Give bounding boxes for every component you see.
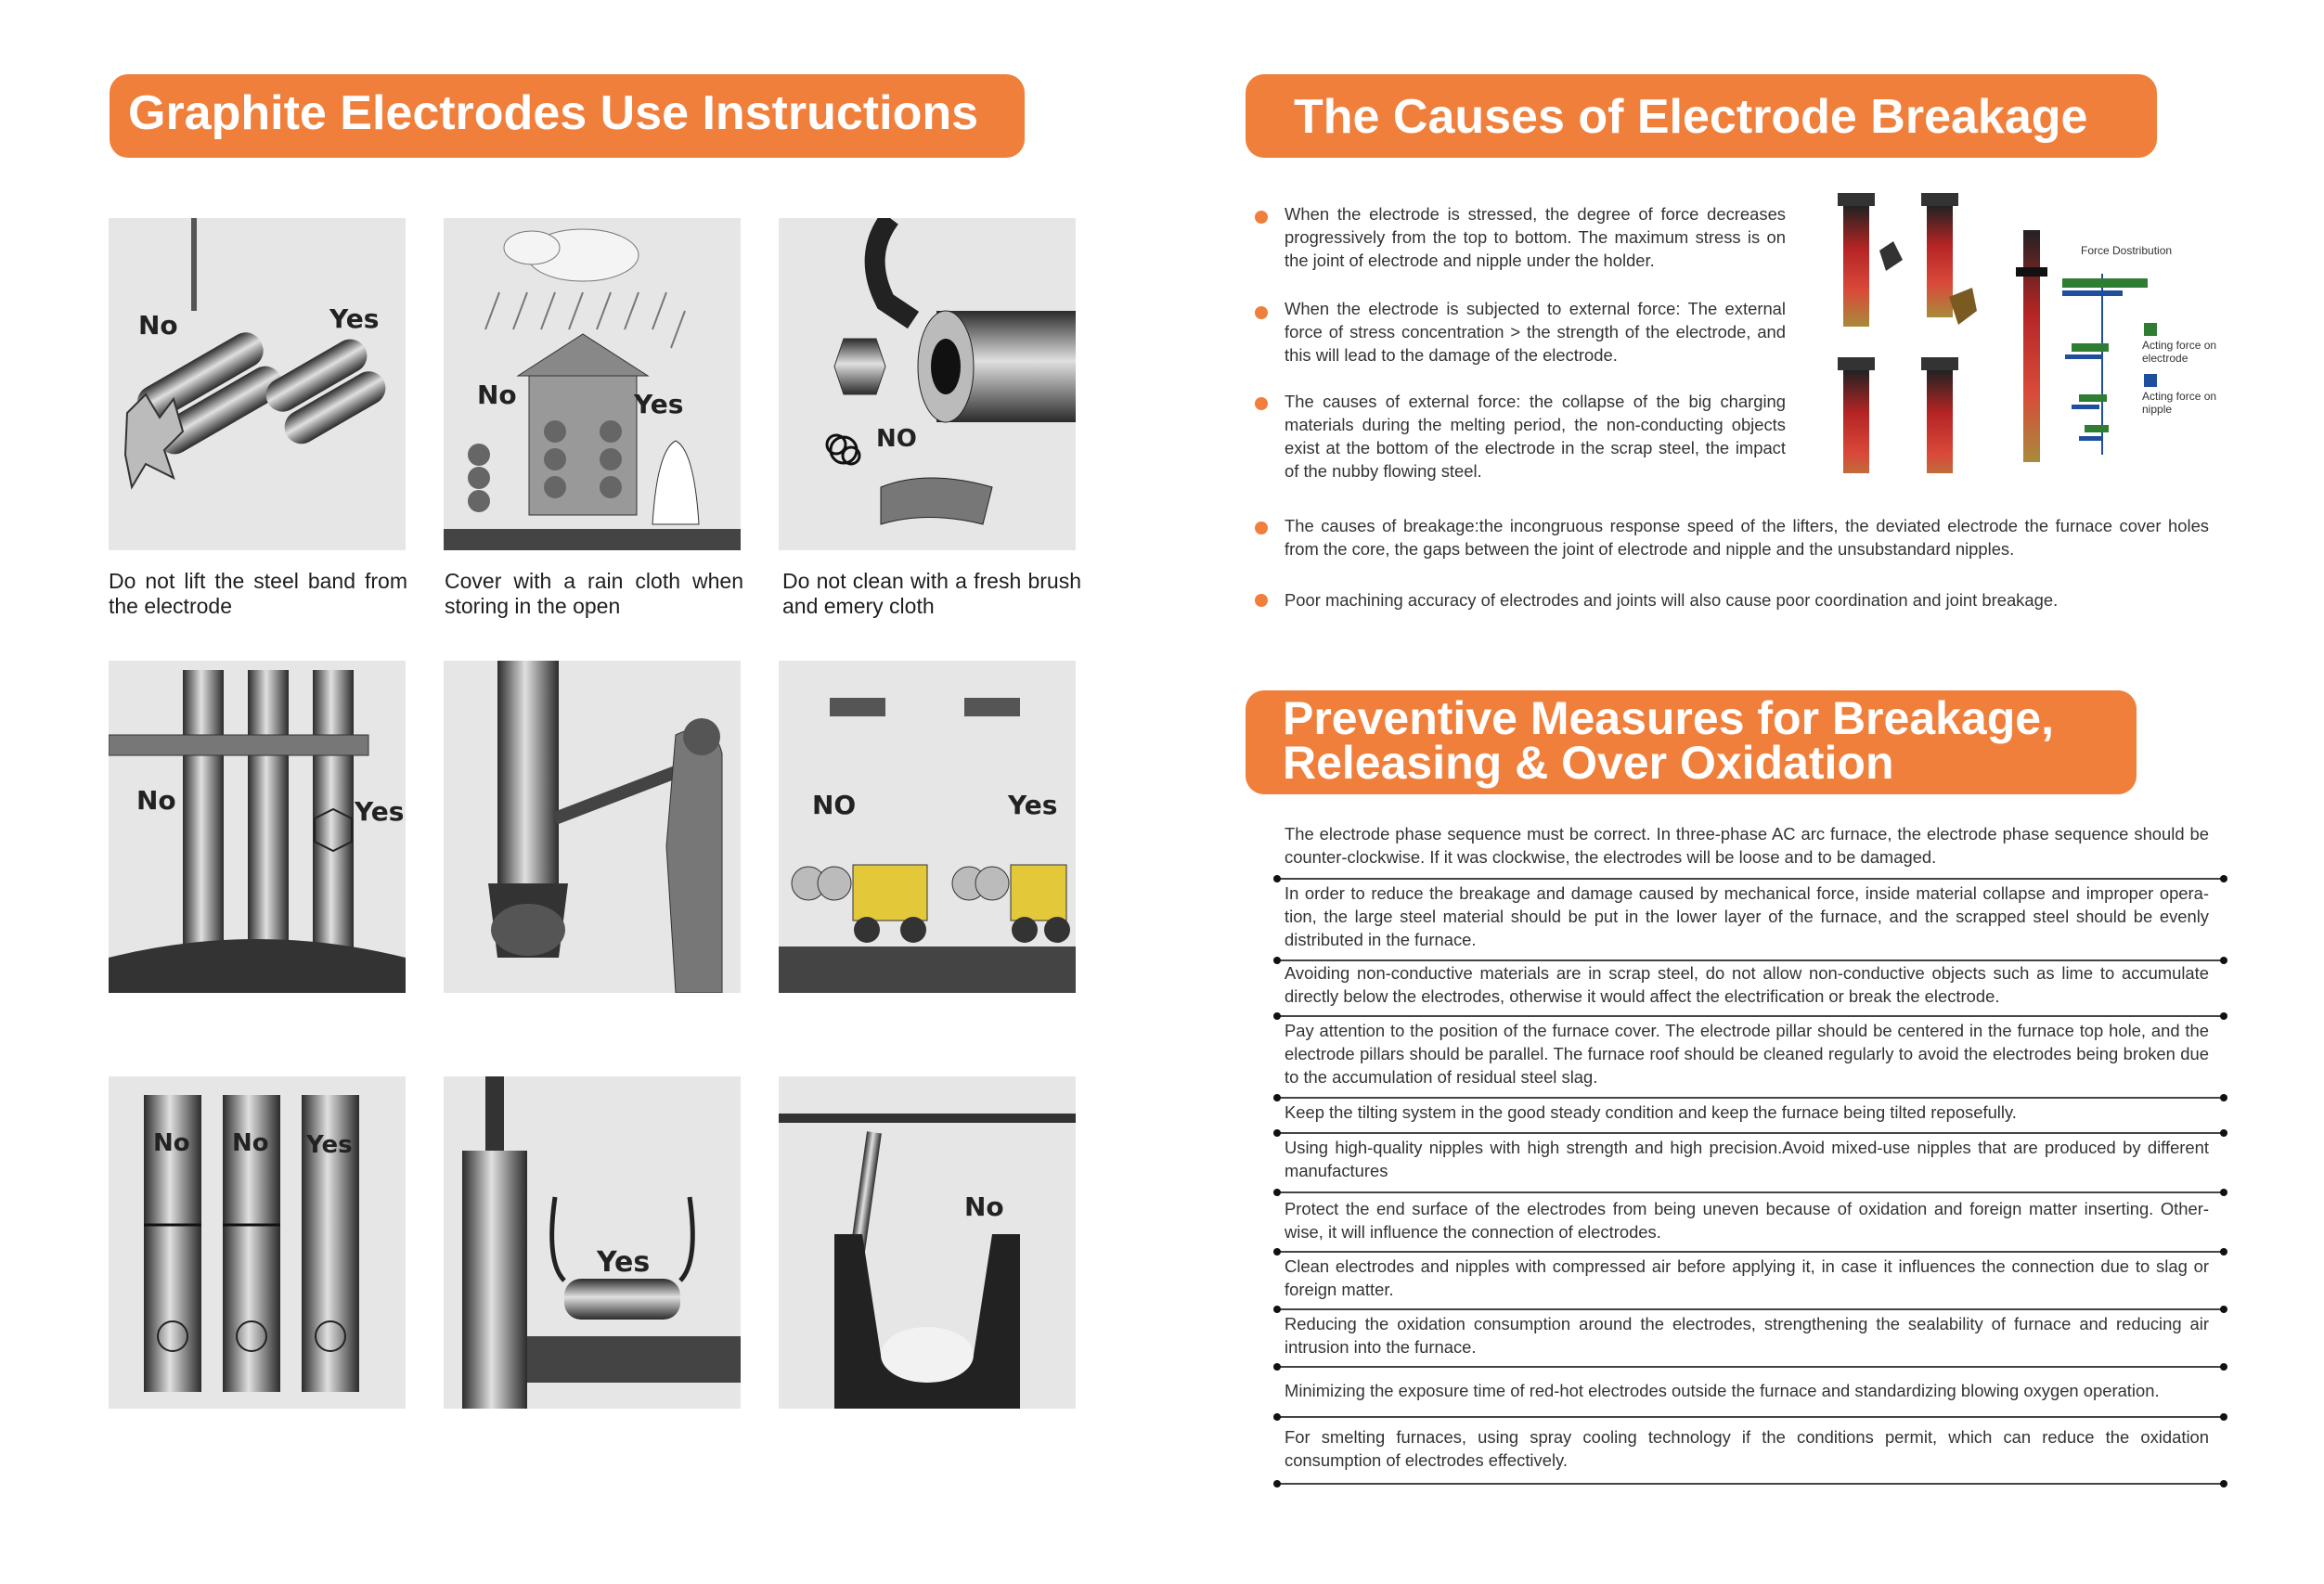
prevent-item: Reducing the oxidation consumption around the electrodes, strengthening the sealability of furnace and reducing air intrusion into the furnace. (1285, 1314, 2209, 1357)
tile-furnace-drop (779, 1076, 1076, 1409)
use-instructions-title: Graphite Electrodes Use Instructions (110, 74, 1025, 158)
prevent-item: Using high-quality nipples with high strength and high precision.Avoid mixed-use nipples that are produced by different manufactures (1285, 1138, 2209, 1180)
prevent-item: For smelting furnaces, using spray cooling technology if the conditions permit, which can reduce the oxidation consumption of electrodes effectively. (1285, 1427, 2209, 1470)
legend-nipple-label: Acting force on nipple (2142, 390, 2217, 416)
prevent-item: Keep the tilting system in the good steady condition and keep the furnace being tilted reposefully. (1285, 1102, 2017, 1122)
force-distribution-figure (1819, 186, 2237, 473)
legend-electrode-label: Acting force on electrode (2142, 339, 2217, 365)
tile-lift-steel-band (109, 218, 406, 550)
tile-no-label: NO (812, 790, 857, 820)
divider (1277, 1191, 2224, 1193)
preventive-title-line2: Releasing & Over Oxidation (1283, 737, 1894, 789)
tile-joint-quality (109, 1076, 406, 1409)
prevent-item: In order to reduce the breakage and damage caused by mechanical force, inside material collapse and improper opera- tion, the large steel material should be put in the lower layer of the furnace, and the scrapped steel should be evenly distributed in the furnace. (1285, 883, 2209, 949)
cause-bullet (1255, 306, 1268, 319)
divider (1277, 1366, 2224, 1368)
cause-item: The causes of external force: the collapse of the big charging materials during the melting period, the non-conducting objects exist at the bottom of the electrode in the scrap steel, the impact of the nubby flowing steel. (1285, 392, 1786, 481)
prevent-item: Clean electrodes and nipples with compressed air before applying it, in case it influences the connection due to slag or foreign matter. (1285, 1256, 2209, 1299)
caption-rain-cloth: Cover with a rain cloth when storing in the open (445, 569, 743, 618)
tile-no-label: No (964, 1191, 1004, 1222)
force-bars (2062, 274, 2148, 455)
preventive-measures-title (1246, 690, 2137, 794)
tile-rain-cloth (444, 218, 741, 550)
prevent-item: Avoiding non-conductive materials are in scrap steel, do not allow non-conductive objects such as lime to accumulate directly below the electrodes, otherwise it would affect the electrification or break the electrode. (1285, 963, 2209, 1006)
tile-yes-label: Yes (306, 1131, 353, 1159)
caption-brush-cleaning: Do not clean with a fresh brush and emery cloth (782, 569, 1081, 618)
prevent-item: The electrode phase sequence must be correct. In three-phase AC arc furnace, the electrode phase sequence should be counter-clockwise. If it was clockwise, the electrodes will be loose and to be damaged. (1285, 824, 2209, 867)
tile-no-label: No (153, 1129, 190, 1157)
tile-yes-label: Yes (355, 796, 405, 827)
cause-bullet (1255, 211, 1268, 224)
preventive-title-line1: Preventive Measures for Breakage, (1283, 692, 2054, 744)
caption-lift-steel-band: Do not lift the steel band from the electrode (109, 569, 407, 618)
cause-bullet (1255, 397, 1268, 410)
divider (1277, 1132, 2224, 1134)
cause-item: Poor machining accuracy of electrodes and joints will also cause poor coordination and joint breakage. (1285, 590, 2059, 610)
cause-item: When the electrode is subjected to external force: The external force of stress concentration > the strength of the electrode, and this will lead to the damage of the electrode. (1285, 299, 1786, 365)
divider (1277, 878, 2224, 880)
divider (1277, 1483, 2224, 1485)
tile-no-label: No (232, 1129, 269, 1157)
electrode-break-illustrations (1838, 193, 2047, 473)
tile-tightening (444, 661, 741, 993)
prevent-item: Pay attention to the position of the furnace cover. The electrode pillar should be centered in the furnace top hole, and the electrode pillars should be parallel. The furnace roof should be cleaned regularly to avoid the electrodes being broken due to the accumulation of residual steel slag. (1285, 1021, 2209, 1087)
legend-nipple-swatch (2144, 374, 2157, 387)
tile-hoisting-sling (444, 1076, 741, 1409)
tile-no-label: No (477, 380, 517, 410)
tile-no-label: NO (876, 425, 917, 453)
cause-item: When the electrode is stressed, the degree of force decreases progressively from the top to bottom. The maximum stress is on the joint of electrode and nipple under the holder. (1285, 204, 1786, 270)
divider (1277, 1251, 2224, 1253)
tile-forklift (779, 661, 1076, 993)
tile-yes-label: Yes (329, 303, 380, 334)
tile-yes-label: Yes (597, 1246, 651, 1279)
force-distribution-title: Force Dostribution (2081, 244, 2173, 257)
divider (1277, 1308, 2224, 1310)
divider (1277, 1015, 2224, 1017)
divider (1277, 1097, 2224, 1099)
divider (1277, 1416, 2224, 1418)
cause-bullet (1255, 594, 1268, 607)
prevent-item: Protect the end surface of the electrodes from being uneven because of oxidation and foreign matter inserting. Other- wise, it will influence the connection of electrodes. (1285, 1199, 2209, 1242)
tile-brush-cleaning (779, 218, 1076, 550)
cause-item: The causes of breakage:the incongruous response speed of the lifters, the deviated electrode the furnace cover holes from the core, the gaps between the joint of electrode and nipple and the unsubstandard nipples. (1285, 516, 2209, 559)
tile-no-label: No (138, 310, 178, 341)
tile-no-label: No (136, 785, 176, 816)
tile-clamp-position (109, 661, 406, 993)
breakage-causes-title: The Causes of Electrode Breakage (1246, 74, 2157, 158)
legend-electrode-swatch (2144, 323, 2157, 336)
tile-yes-label: Yes (1008, 790, 1058, 820)
cause-bullet (1255, 522, 1268, 534)
tile-yes-label: Yes (634, 389, 684, 419)
prevent-item: Minimizing the exposure time of red-hot electrodes outside the furnace and standardizing blowing oxygen operation. (1285, 1381, 2160, 1400)
